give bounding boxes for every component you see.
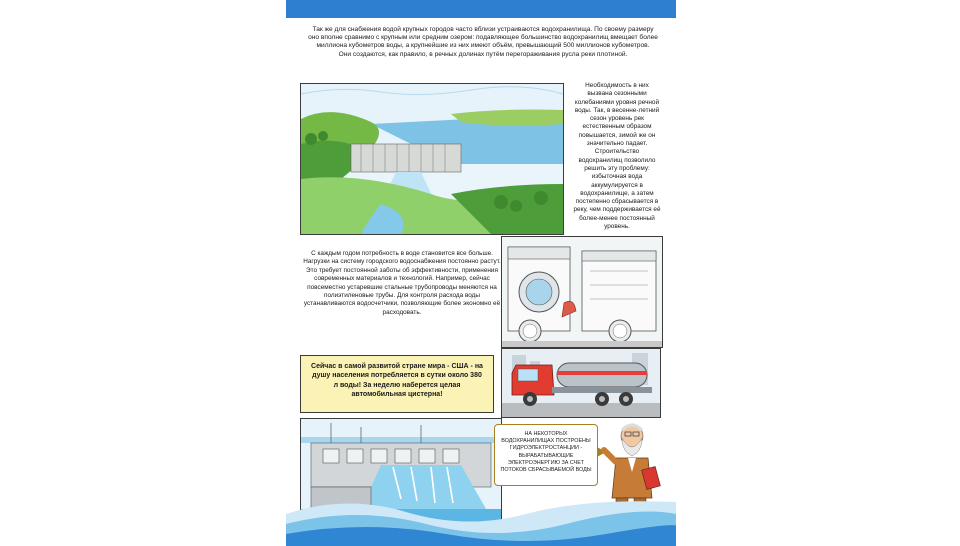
brochure-page [286, 0, 676, 546]
usa-consumption-callout: Сейчас в самой развитой стране мира - США - на душу населения потребляется в сутки около 380 л воды! За неделю наберется целая автомобильная цистерна! [300, 355, 494, 413]
demand-text: С каждым годом потребность в воде становится все больше. Нагрузки на систему городского водоснабжения постоянно растут. Это требует постоянной заботы об эффективности, применения современных материалов и технологий. Например, сейчас повсеместно устаревшие стальные трубопроводы меняются на полиэтиленовые трубы. Для контроля расхода воды устанавливаются водосчетчики, позволяющие более экономно её расходовать. [303, 250, 501, 316]
water-tanker-illustration [501, 348, 661, 418]
top-blue-band [286, 0, 676, 18]
decorative-waves [286, 484, 676, 546]
intro-text [308, 26, 658, 59]
professor-speech-bubble: НА НЕКОТОРЫХ ВОДОХРАНИЛИЩАХ ПОСТРОЕНЫ ГИДРОЭЛЕКТРОСТАНЦИИ - ВЫРАБАТЫВАЮЩИЕ ЭЛЕКТРОЭНЕРГИЮ ЗА СЧЕТ ПОТОКОВ СБРАСЫВАЕМОЙ ВОДЫ [494, 424, 598, 486]
seasonal-text: Необходимость в них вызвана сезонными колебаниями уровня речной воды. Так, в весенне-летний сезон уровень рек естественным образом повышается, зимой же он значительно падает. Строительство водохранилищ позволило решить эту проблему: избыточная вода аккумулируется в водохранилище, а затем постепенно сбрасывается в реку, чем поддерживается её более-менее постоянный уровень. [573, 82, 661, 231]
dam-reservoir-illustration [300, 83, 564, 235]
intro-paragraph-1: Так же для снабжения водой крупных городов часто вблизи устраиваются водохранилища. По своему размеру оно вполне сравнимо с крупным или средним озером: подавляющее большинство водохранилищ вмещает более миллиона кубометров воды, а крупнейшие из них имеют объём, превышающий 500 миллионов кубометров. [308, 26, 658, 50]
intro-paragraph-2: Они создаются, как правило, в речных долинах путём перегораживания русла реки плотиной. [338, 50, 628, 58]
appliances-illustration [501, 236, 663, 348]
